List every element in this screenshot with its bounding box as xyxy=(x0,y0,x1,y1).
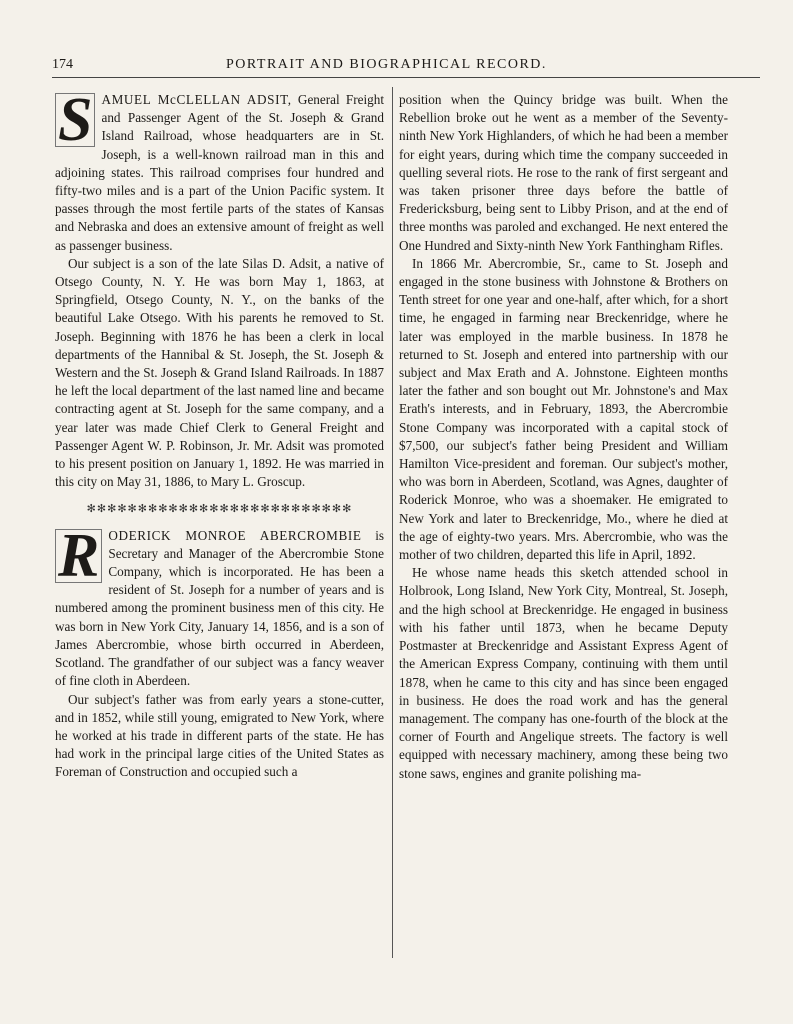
adsit-dropcap: S xyxy=(55,93,95,147)
column-divider xyxy=(392,87,393,958)
header-rule xyxy=(52,77,760,78)
page-number: 174 xyxy=(52,57,73,72)
adsit-intro-text: General Freight and Passenger Agent of the St. Joseph & Grand Island Railroad, whose headquarters are in St. Joseph, is a well-known railroad man in this and adjoining states. This railroad comprises four hundred and fifty-two miles and is a part of the Union Pacific system. It passes through the most fertile parts of the states of Kansas and Nebraska and does an extensive amount of freight as well as passenger business. xyxy=(55,92,384,253)
abercrombie-dropcap: R xyxy=(55,529,102,583)
adsit-name: AMUEL McCLELLAN ADSIT, xyxy=(101,92,292,107)
abercrombie-intro-paragraph xyxy=(55,521,384,691)
abercrombie-name: ODERICK MONROE ABERCROMBIE xyxy=(108,527,362,543)
abercrombie-paragraph-continued: position when the Quincy bridge was built. When the Rebellion broke out he went as a member of the Seventy-ninth New York Highlanders, of which he had been a member for eight years, during which time the company succeeded in quelling several riots. He rose to the rank of first sergeant and was taken prisoner three days before the battle of Fredericksburg, being sent to Libby Prison, and at the end of three months was paroled and exchanged. He next entered the One Hundred and Sixty-ninth New York Fanthingham Rifles. xyxy=(399,92,728,253)
adsit-intro-paragraph xyxy=(55,86,384,255)
abercrombie-paragraph-2: Our subject's father was from early years a stone-cutter, and in 1852, while still young, emigrated to New York, where he worked at his trade in different parts of the state. He has had work in the principal large cities of the United States as Foreman of Construction and occupied such a xyxy=(55,691,384,780)
abercrombie-paragraph-4: He whose name heads this sketch attended school in Holbrook, Long Island, New York City, Montreal, St. Joseph, and the high school at Breckenridge. He engaged in business with his father until 1873, when he became Deputy Postmaster at Breckenridge and Assistant Express Agent of the American Express Company, continuing with them until 1878, when he came to this city and has since been engaged in business. He does the road work and has the general management. The company has one-fourth of the block at the corner of Fourth and Angelique streets. The factory is well equipped with necessary machinery, among these being two stone saws, engines and granite polishing ma- xyxy=(399,565,728,781)
section-ornament: ✻✻✻✻✻✻✻✻✻✻✻✻✻✻✻✻✻✻✻✻✻✻✻✻✻✻ xyxy=(86,503,353,516)
adsit-paragraph-2: Our subject is a son of the late Silas D. Adsit, a native of Otsego County, N. Y. He was born May 1, 1863, at Springfield, Otsego County, N. Y., on the banks of the beautiful Lake Otsego. With his parents he removed to St. Joseph. Beginning with 1876 he has been a clerk in local departments of the Hannibal & St. Joseph, the St. Joseph & Western and the St. Joseph & Grand Island Railroads. In 1887 he left the local department of the last named line and became contracting agent at St. Joseph for the same company, and a year later was made Chief Clerk to General Freight and Passenger Agent W. P. Robinson, Jr. Mr. Adsit was promoted to his present position on January 1, 1892. He was married in this city on May 31, 1886, to Mary L. Groscup. xyxy=(55,255,384,490)
left-column xyxy=(55,86,384,782)
abercrombie-intro-text: is Secretary and Manager of the Abercrombie Stone Company, which is incorporated. He has been a resident of St. Joseph for a number of years and is numbered among the prominent business men of this city. He was born in New York City, January 14, 1856, and is a son of James Abercrombie, whose birth occurred in Aberdeen, Scotland. The grandfather of our subject was a fancy weaver of fine cloth in Aberdeen. xyxy=(55,527,384,689)
abercrombie-paragraph-3: In 1866 Mr. Abercrombie, Sr., came to St. Joseph and engaged in the stone business with Johnstone & Brothers on Tenth street for one year and one-half, after which, for a short time, he engaged in farming near Breckenridge, where he later was employed in the marble business. In 1878 he returned to St. Joseph and entered into partnership with our subject and Max Erath and A. Johnstone. Eighteen months later the father and son bought out Mr. Johnstone's and Max Erath's interests, and in February, 1893, the Abercrombie Stone Company was incorporated with a capital stock of $7,500, our subject's father being President and William Hamilton Vice-president and foreman. Our subject's mother, who was born in Aberdeen, Scotland, was Agnes, daughter of Roderick Monroe, who was a shoemaker. He emigrated to New York and later to Breckenridge, Mo., where he died at the age of eighty-two years. Mrs. Abercrombie, who was the mother of two children, departed this life in April, 1892. xyxy=(399,255,728,563)
running-title: PORTRAIT AND BIOGRAPHICAL RECORD. xyxy=(226,57,547,72)
right-column xyxy=(399,91,728,783)
